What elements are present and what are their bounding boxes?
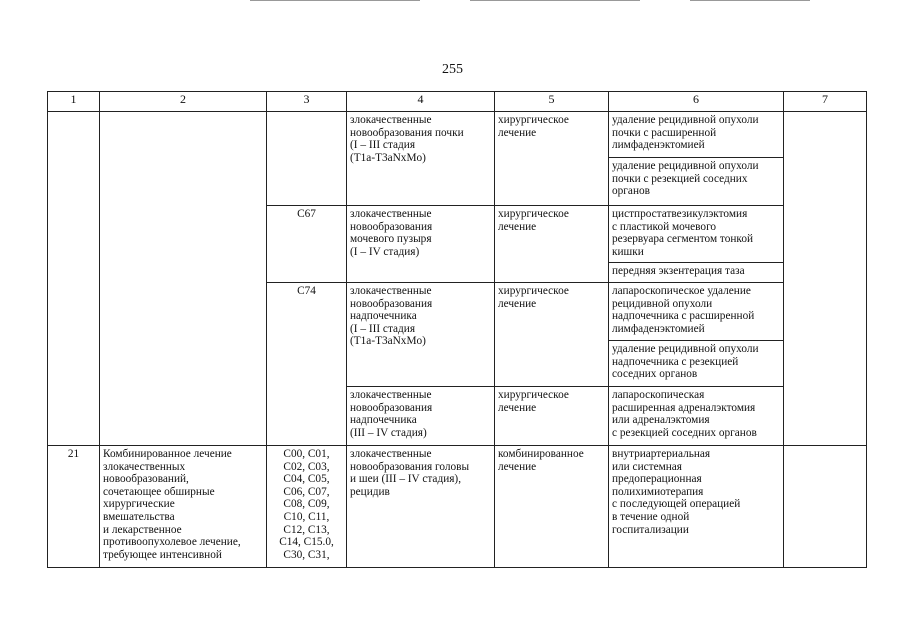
- col-header-1: 1: [47, 91, 100, 112]
- row-21-number: 21: [47, 445, 100, 568]
- scan-edge-line: [470, 0, 640, 1]
- treatment-bladder: хирургическое лечение: [494, 205, 609, 283]
- diagnosis-bladder: злокачественные новообразования мочевого пузыря (I – IV стадия): [346, 205, 495, 283]
- row-21-diagnosis: злокачественные новообразования головы и шеи (III – IV стадия), рецидив: [346, 445, 495, 568]
- row-21-codes: C00, C01, C02, C03, C04, C05, C06, C07, C08, C09, C10, C11, C12, C13, C14, C15.0, C30, C31,: [266, 445, 347, 568]
- page-number: 255: [442, 62, 463, 77]
- treatment-kidney: хирургическое лечение: [494, 111, 609, 206]
- row-21-method: внутриартериальная или системная предоперационная полихимиотерапия с последующей операцией в течение одной госпитализации: [608, 445, 784, 568]
- row-21-name: Комбинированное лечение злокачественных новообразований, сочетающее обширные хирургические вмешательства и лекарственное противоопухолевое лечение, требующее интенсивной: [99, 445, 267, 568]
- method-adrenal-2: удаление рецидивной опухоли надпочечника с резекцией соседних органов: [608, 340, 784, 387]
- method-bladder-1: цистпростатвезикулэктомия с пластикой мочевого резервуара сегментом тонкой кишки: [608, 205, 784, 263]
- treatment-adrenal-1: хирургическое лечение: [494, 282, 609, 387]
- cont-col-2: [99, 111, 267, 446]
- col-header-6: 6: [608, 91, 784, 112]
- code-c67: C67: [266, 205, 347, 283]
- treatment-adrenal-2: хирургическое лечение: [494, 386, 609, 446]
- row-21-treatment: комбинированное лечение: [494, 445, 609, 568]
- method-kidney-1: удаление рецидивной опухоли почки с расширенной лимфаденэктомией: [608, 111, 784, 158]
- col-header-2: 2: [99, 91, 267, 112]
- diagnosis-adrenal-2: злокачественные новообразования надпочечника (III – IV стадия): [346, 386, 495, 446]
- method-adrenal-1: лапароскопическое удаление рецидивной опухоли надпочечника с расширенной лимфаденэктомией: [608, 282, 784, 341]
- method-bladder-2: передняя экзентерация таза: [608, 262, 784, 283]
- col-header-5: 5: [494, 91, 609, 112]
- col-header-3: 3: [266, 91, 347, 112]
- scan-edge-line: [690, 0, 810, 1]
- method-adrenal-3: лапароскопическая расширенная адреналэктомия или адреналэктомия с резекцией соседних органов: [608, 386, 784, 446]
- cont-col-1: [47, 111, 100, 446]
- cont-col-7: [783, 111, 867, 446]
- col-header-4: 4: [346, 91, 495, 112]
- diagnosis-adrenal-1: злокачественные новообразования надпочечника (I – III стадия (T1a-T3aNxMo): [346, 282, 495, 387]
- col-header-7: 7: [783, 91, 867, 112]
- code-c74: C74: [266, 282, 347, 446]
- scan-edge-line: [250, 0, 420, 1]
- method-kidney-2: удаление рецидивной опухоли почки с резекцией соседних органов: [608, 157, 784, 206]
- code-kidney-cont: [266, 111, 347, 206]
- row-21-col-7: [783, 445, 867, 568]
- diagnosis-kidney: злокачественные новообразования почки (I – III стадия (T1a-T3aNxMo): [346, 111, 495, 206]
